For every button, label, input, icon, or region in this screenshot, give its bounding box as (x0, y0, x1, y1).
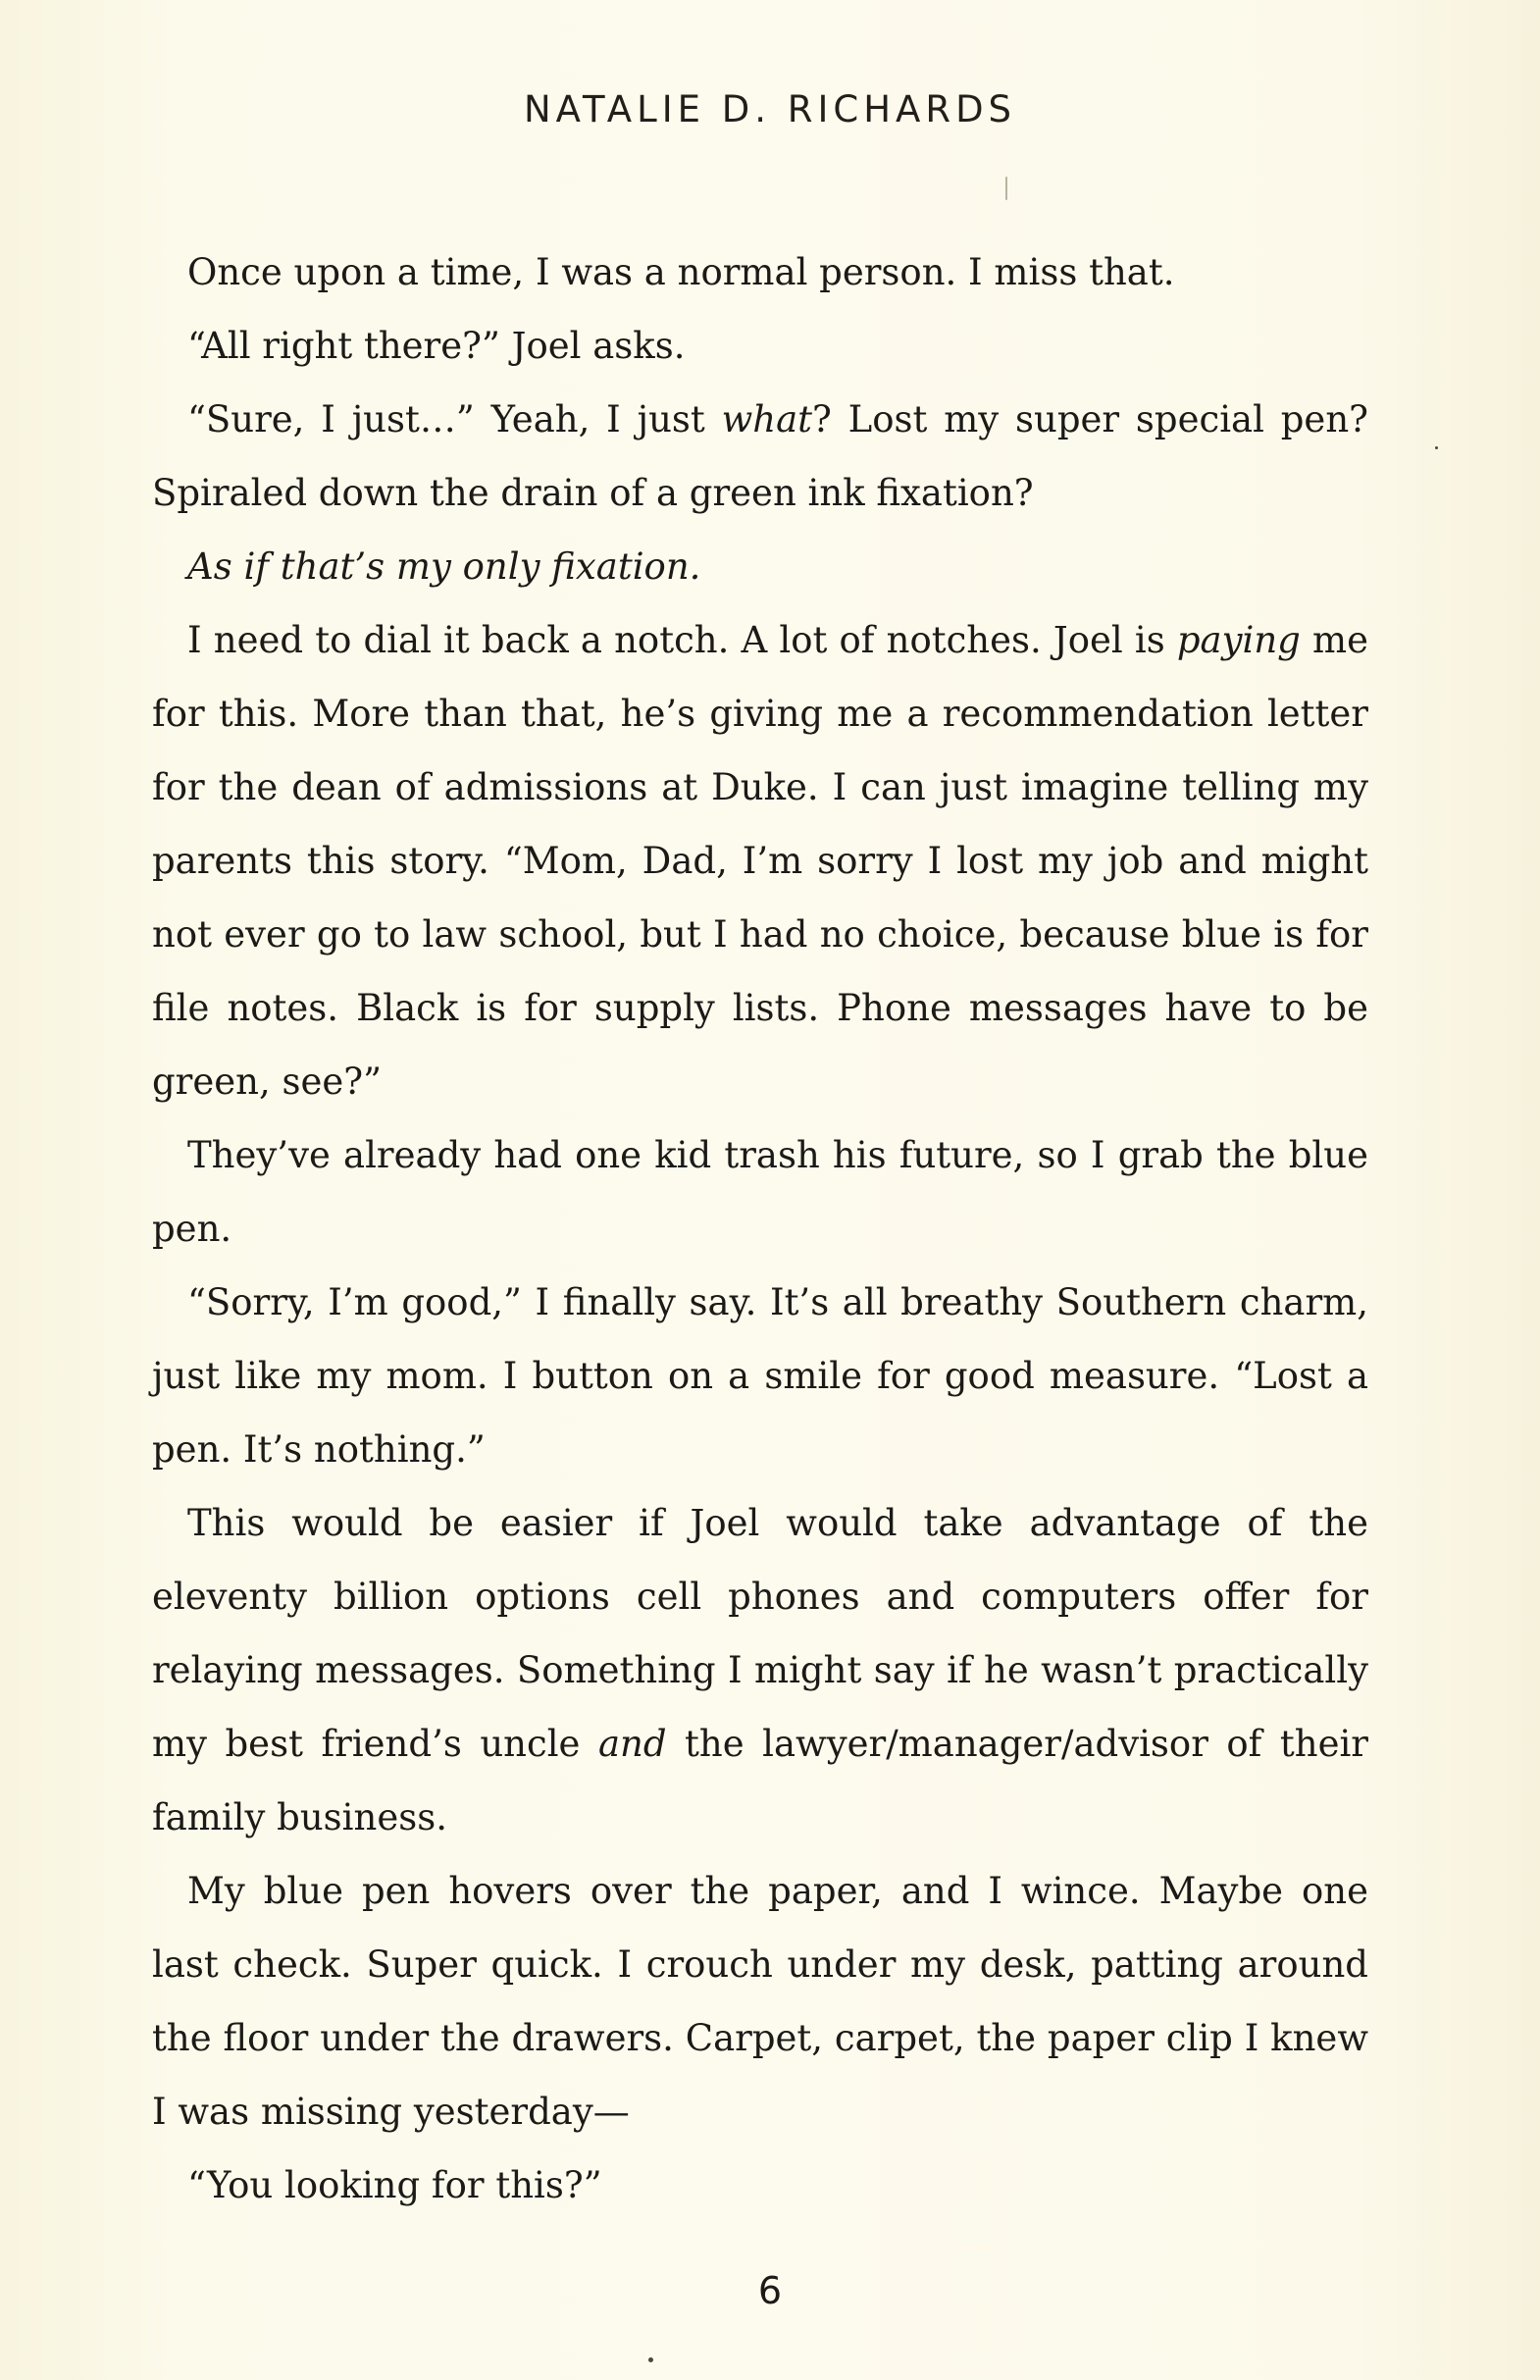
paragraph (152, 383, 1368, 530)
italic-text: As if that’s my only fixation. (187, 545, 701, 588)
text-run: ? Lost my super special pen? Spiraled down the drain of a green ink fixation? (152, 398, 1368, 514)
text-run: They’ve already had one kid trash his future, so I grab the blue pen. (152, 1134, 1368, 1250)
text-run: I need to dial it back a notch. A lot of notches. Joel is (187, 619, 1177, 661)
italic-text: paying (1176, 619, 1301, 661)
paragraph (152, 1118, 1368, 1266)
paper-mark (1005, 177, 1007, 200)
italic-text: and (597, 1723, 667, 1765)
running-head: NATALIE D. RICHARDS (523, 88, 1017, 130)
paragraph (152, 235, 1368, 309)
text-run: me for this. More than that, he’s giving me a recommendation letter for the dean of admissions at Duke. I can just imagine telling my parents this story. “Mom, Dad, I’m sorry I lost my job and might not ever go to law school, but I had no choice, because blue is for file notes. Black is for supply lists. Phone messages have to be green, see?” (152, 619, 1368, 1103)
paragraph (152, 2148, 1368, 2222)
paragraph (152, 309, 1368, 383)
text-run: “All right there?” Joel asks. (187, 325, 686, 367)
text-run: “You looking for this?” (187, 2164, 602, 2206)
paper-speck (648, 2357, 653, 2362)
page-number: 6 (757, 2269, 783, 2312)
paper-speck (1435, 446, 1438, 449)
paragraph (152, 603, 1368, 1118)
paragraph (152, 530, 1368, 603)
paragraph (152, 1486, 1368, 1854)
text-run: “Sure, I just…” Yeah, I just (187, 398, 722, 440)
text-run: This would be easier if Joel would take advantage of the eleventy billion options cell phones and computers offer for relaying messages. Something I might say if he wasn’t practically my best friend’s uncle (152, 1502, 1368, 1765)
italic-text: what (721, 398, 813, 440)
text-run: “Sorry, I’m good,” I finally say. It’s all breathy Southern charm, just like my mom. I button on a smile for good measure. “Lost a pen. It’s nothing.” (152, 1281, 1368, 1471)
text-run: My blue pen hovers over the paper, and I wince. Maybe one last check. Super quick. I crouch under my desk, patting around the floor under the drawers. Carpet, carpet, the paper clip I knew I was missing yesterday— (152, 1870, 1368, 2133)
paragraph (152, 1266, 1368, 1486)
body-text (152, 235, 1368, 2222)
paragraph (152, 1854, 1368, 2148)
text-run: Once upon a time, I was a normal person. I miss that. (187, 251, 1175, 293)
text-run: the lawyer/manager/advisor of their family business. (152, 1723, 1368, 1838)
